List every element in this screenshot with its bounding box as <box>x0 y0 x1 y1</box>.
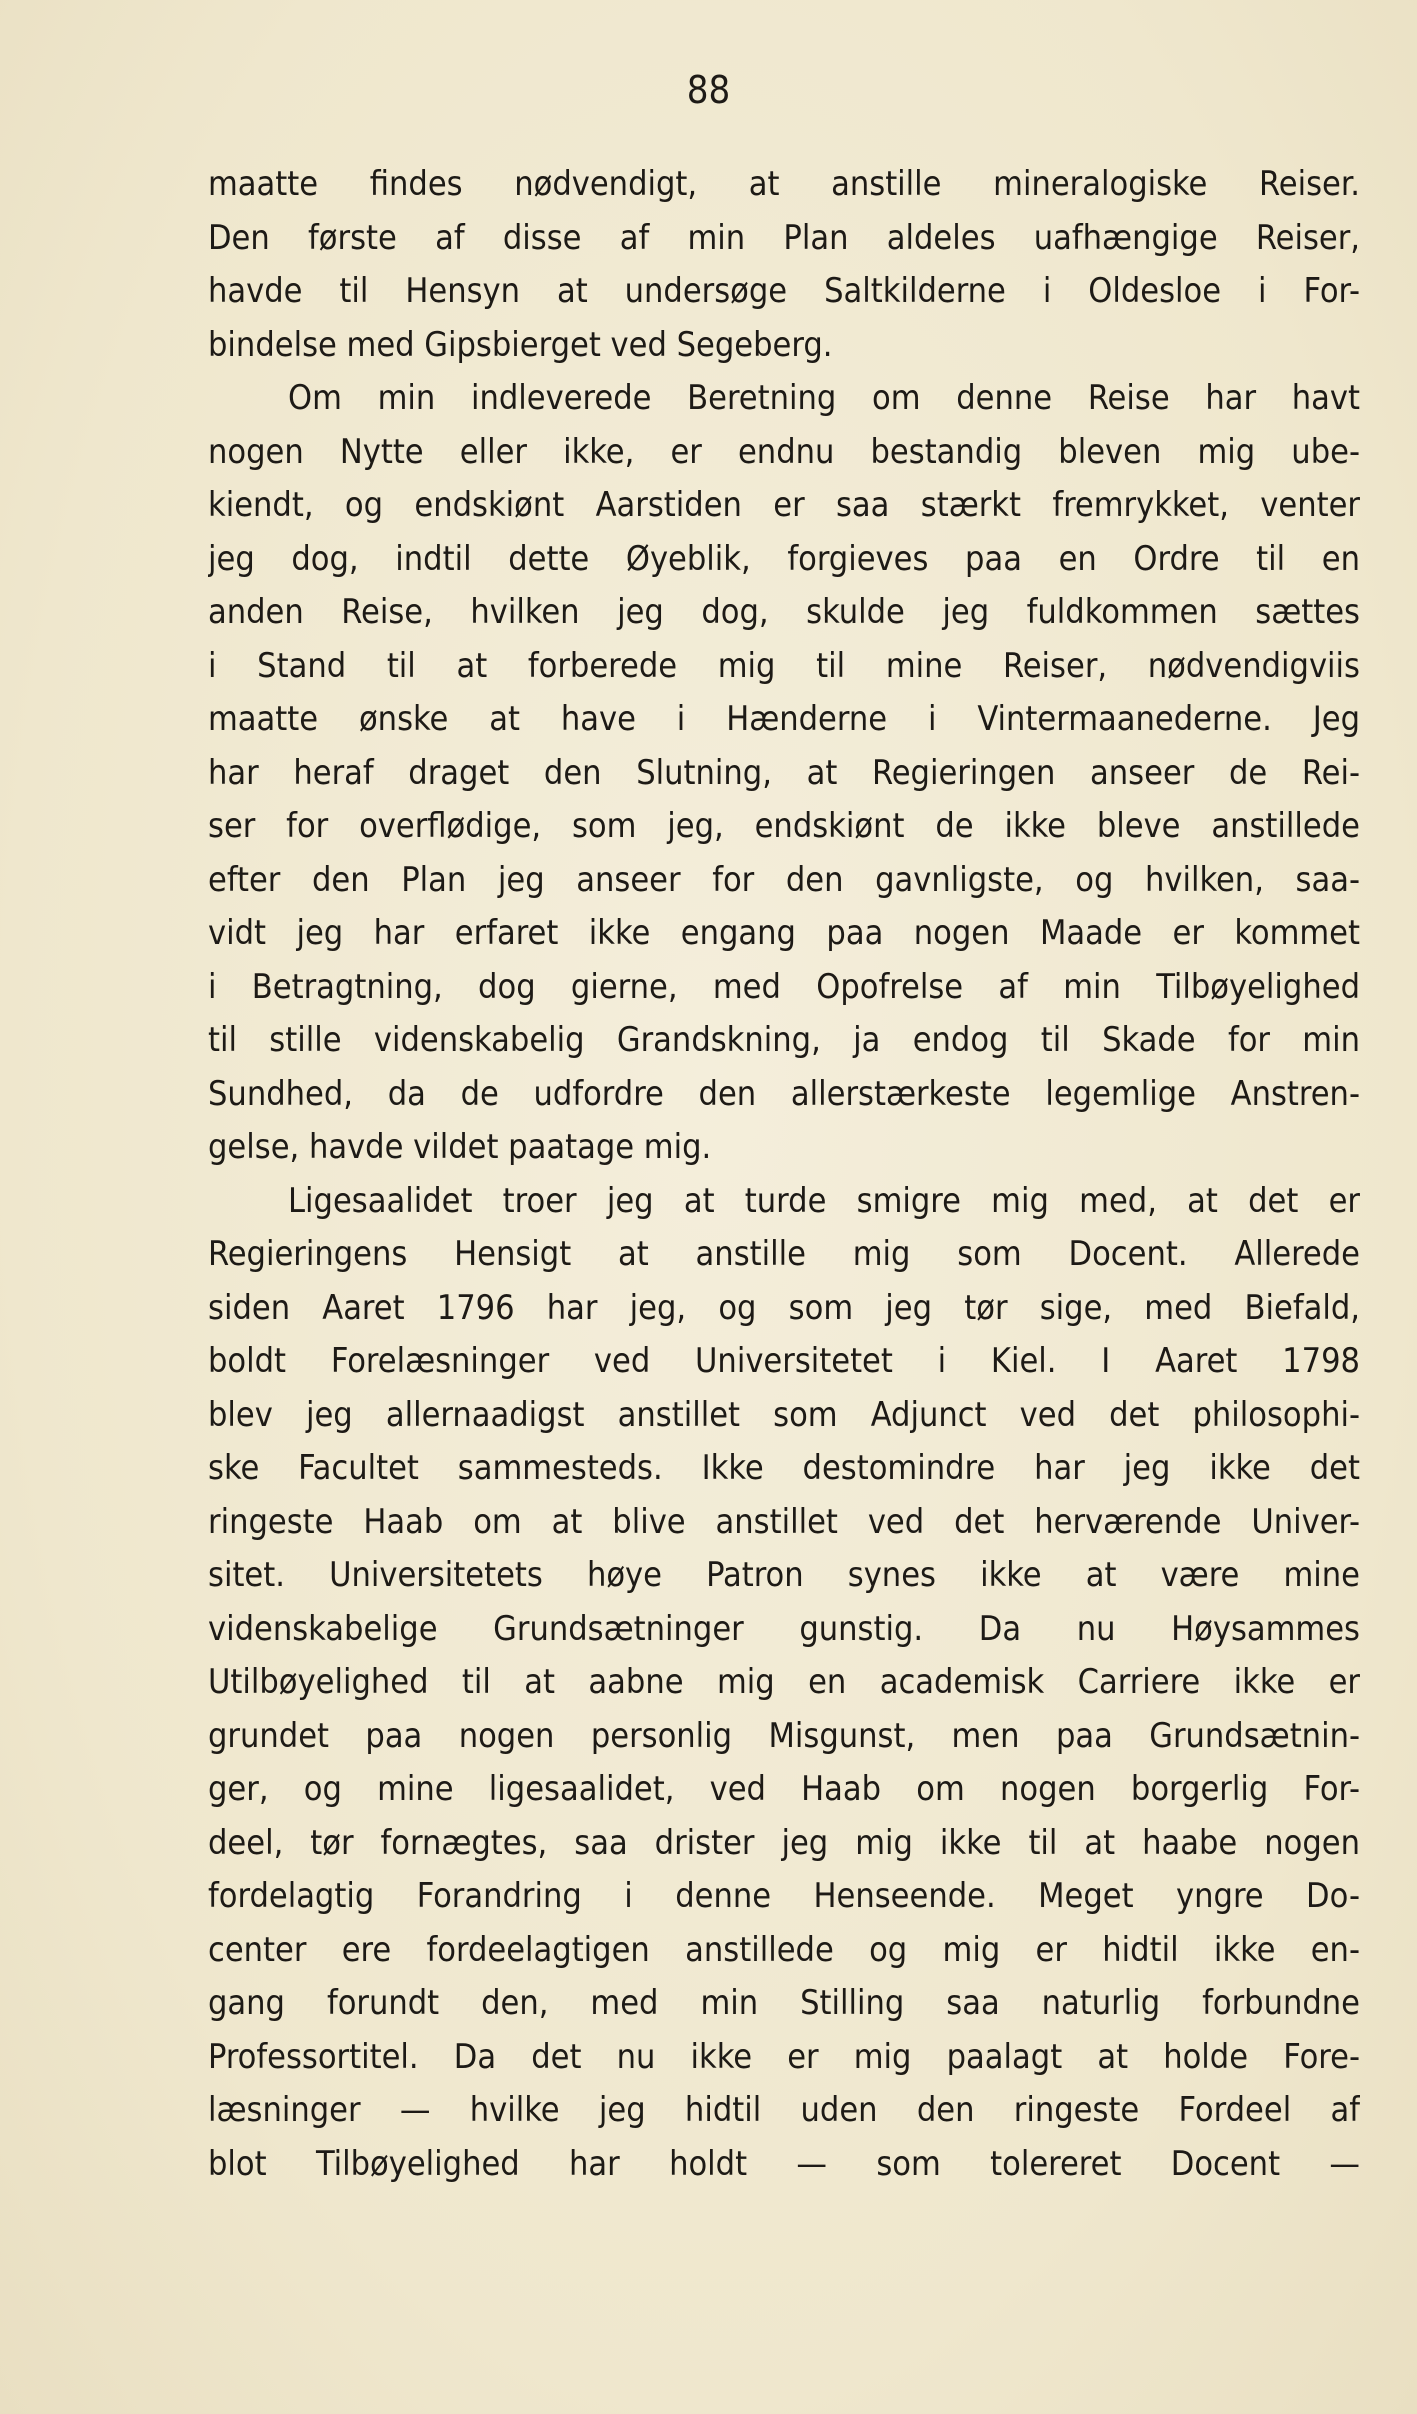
text-line: blev jeg allernaadigst anstillet som Adjunct ved det philosophi- <box>208 1394 1360 1435</box>
text-line: havde til Hensyn at undersøge Saltkilderne i Oldesloe i For- <box>208 271 1360 311</box>
text-line: gelse, havde vildet paatage mig. <box>208 1127 712 1167</box>
text-line: blot Tilbøyelighed har holdt — som tolereret Docent — <box>208 2143 1360 2184</box>
text-line: læsninger — hvilke jeg hidtil uden den ringeste Fordeel af <box>208 2090 1360 2130</box>
text-line: Ligesaalidet troer jeg at turde smigre mig med, at det er <box>288 1180 1360 1221</box>
text-line: ske Facultet sammesteds. Ikke destomindre har jeg ikke det <box>208 1448 1360 1488</box>
text-line: efter den Plan jeg anseer for den gavnligste, og hvilken, saa- <box>208 859 1360 900</box>
text-line: center ere fordeelagtigen anstillede og mig er hidtil ikke en- <box>208 1929 1360 1970</box>
text-line: ger, og mine ligesaalidet, ved Haab om nogen borgerlig For- <box>208 1769 1360 1809</box>
text-line: fordelagtig Forandring i denne Henseende. Meget yngre Do- <box>208 1876 1360 1916</box>
text-line: nogen Nytte eller ikke, er endnu bestandig bleven mig ube- <box>208 431 1360 472</box>
page-number: 88 <box>686 68 731 112</box>
text-line: boldt Forelæsninger ved Universitetet i Kiel. I Aaret 1798 <box>208 1341 1360 1381</box>
text-line: kiendt, og endskiønt Aarstiden er saa stærkt fremrykket, venter <box>208 485 1360 525</box>
text-line: i Betragtning, dog gierne, med Opofrelse af min Tilbøyelighed <box>208 966 1360 1007</box>
text-line: Om min indleverede Beretning om denne Reise har havt <box>288 378 1360 418</box>
text-line: gang forundt den, med min Stilling saa naturlig forbundne <box>208 1983 1360 2023</box>
text-line: Utilbøyelighed til at aabne mig en academisk Carriere ikke er <box>208 1662 1360 1702</box>
text-line: maatte findes nødvendigt, at anstille mineralogiske Reiser. <box>208 164 1360 204</box>
text-line: deel, tør fornægtes, saa drister jeg mig ikke til at haabe nogen <box>208 1822 1360 1863</box>
text-line: vidt jeg har erfaret ikke engang paa nogen Maade er kommet <box>208 913 1360 953</box>
text-line: til stille videnskabelig Grandskning, ja endog til Skade for min <box>208 1020 1360 1060</box>
text-line: maatte ønske at have i Hænderne i Vintermaanederne. Jeg <box>208 699 1360 739</box>
text-line: Sundhed, da de udfordre den allerstærkeste legemlige Anstren- <box>208 1073 1360 1114</box>
text-line: i Stand til at forberede mig til mine Reiser, nødvendigviis <box>208 645 1360 686</box>
body-text <box>208 158 1360 2191</box>
text-line: grundet paa nogen personlig Misgunst, men paa Grundsætnin- <box>208 1715 1360 1756</box>
text-line: videnskabelige Grundsætninger gunstig. Da nu Høysammes <box>208 1608 1360 1649</box>
text-line: ringeste Haab om at blive anstillet ved det herværende Univer- <box>208 1501 1360 1542</box>
text-line: anden Reise, hvilken jeg dog, skulde jeg fuldkommen sættes <box>208 592 1360 632</box>
text-line: ser for overflødige, som jeg, endskiønt de ikke bleve anstillede <box>208 806 1360 846</box>
text-line: har heraf draget den Slutning, at Regieringen anseer de Rei- <box>208 752 1360 793</box>
text-line: Regieringens Hensigt at anstille mig som Docent. Allerede <box>208 1234 1360 1274</box>
text-line: sitet. Universitetets høye Patron synes ikke at være mine <box>208 1555 1360 1595</box>
text-line: Professortitel. Da det nu ikke er mig paalagt at holde Fore- <box>208 2036 1360 2077</box>
text-line: siden Aaret 1796 har jeg, og som jeg tør sige, med Biefald, <box>208 1287 1360 1328</box>
text-line: Den første af disse af min Plan aldeles uafhængige Reiser, <box>208 217 1360 258</box>
text-line: bindelse med Gipsbierget ved Segeberg. <box>208 324 833 365</box>
text-line: jeg dog, indtil dette Øyeblik, forgieves paa en Ordre til en <box>208 538 1360 579</box>
